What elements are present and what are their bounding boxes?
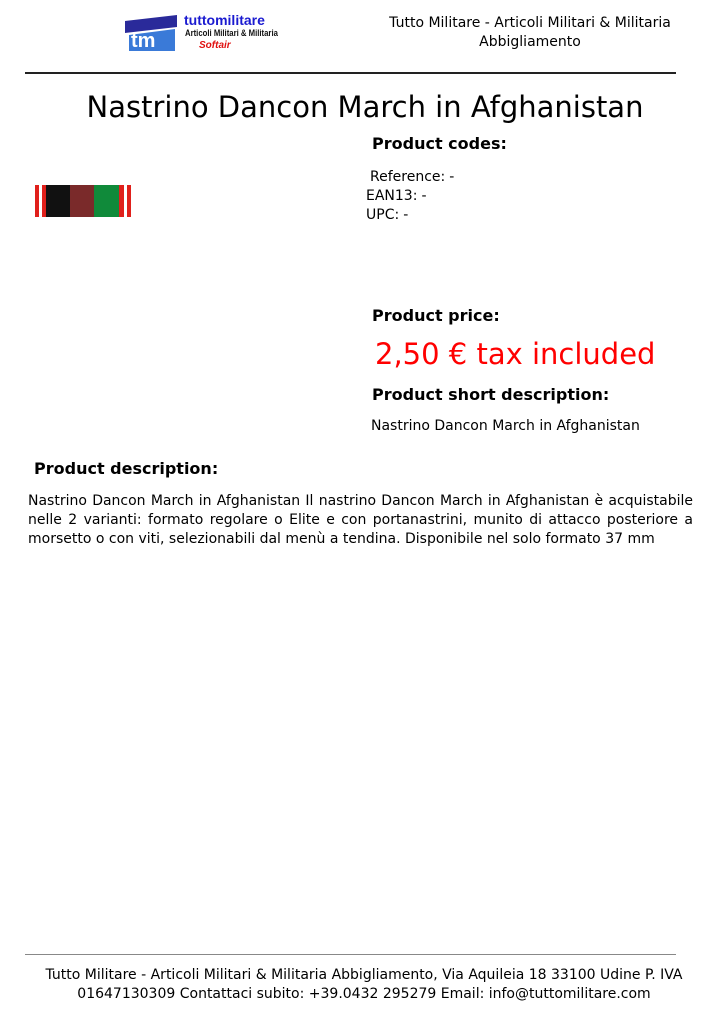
product-codes-label: Product codes: (372, 134, 507, 153)
product-description-label: Product description: (34, 459, 219, 478)
store-logo[interactable] (123, 12, 278, 53)
reference-label: Reference: (370, 169, 446, 185)
logo-subtitle: Articoli Militari & Militaria (185, 28, 278, 38)
upc-code (366, 207, 408, 223)
tm-monogram-icon (123, 13, 179, 53)
reference-code (370, 169, 454, 185)
logo-monogram-text: tm (131, 30, 156, 52)
product-title: Nastrino Dancon March in Afghanistan (86, 90, 644, 124)
upc-label: UPC: (366, 207, 400, 223)
product-description-text: Nastrino Dancon March in Afghanistan Il nastrino Dancon March in Afghanistan è acquistabile nelle 2 varianti: formato regolare o Elite e con portanastrini, munito di attacco posteriore a morsetto o con viti, selezionabili dal menù a tendina. Disponibile nel solo formato 37 mm (28, 493, 693, 547)
ribbon-stripe (94, 185, 119, 217)
short-description-label: Product short description: (372, 385, 610, 404)
reference-value: - (449, 169, 455, 185)
footer-contact: Tutto Militare - Articoli Militari & Militaria Abbigliamento, Via Aquileia 18 33100 Udine P. IVA 01647130309 Contattaci subito: +39.0432 295279 Email: info@tuttomilitare.com (45, 967, 683, 1002)
product-price: 2,50 € tax included (375, 337, 656, 371)
ribbon-bar-image (35, 185, 131, 217)
ean13-label: EAN13: (366, 188, 418, 204)
short-description-text: Nastrino Dancon March in Afghanistan (371, 418, 640, 434)
ean13-value: - (421, 188, 427, 204)
ribbon-stripe (70, 185, 94, 217)
product-price-label: Product price: (372, 306, 500, 325)
logo-brand-name: tuttomilitare (184, 12, 265, 28)
ribbon-stripe (127, 185, 131, 217)
ribbon-stripe (46, 185, 70, 217)
logo-tagline: Softair (199, 40, 231, 51)
header-divider (25, 72, 676, 74)
upc-value: - (403, 207, 409, 223)
footer-divider (25, 954, 676, 955)
store-name: Tutto Militare - Articoli Militari & Militaria Abbigliamento (389, 15, 671, 50)
ean13-code (366, 188, 427, 204)
